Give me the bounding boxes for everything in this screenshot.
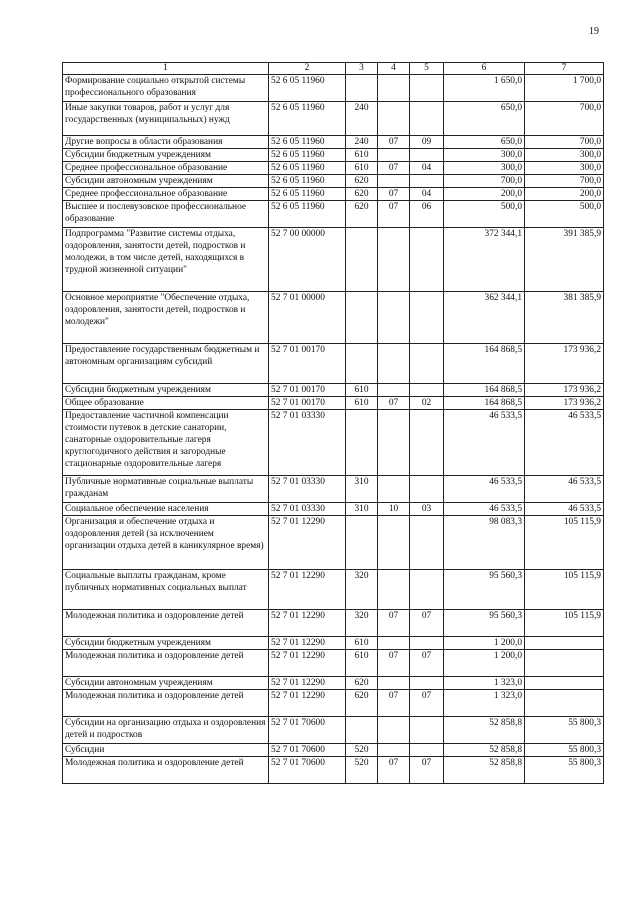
- table-row: [63, 503, 604, 516]
- amount-year1-cell: 164 868,5: [444, 397, 525, 410]
- target-code-cell: 52 6 05 11960: [269, 201, 346, 228]
- expense-type-cell: 620: [346, 175, 378, 188]
- amount-year2-cell: 391 385,9: [525, 228, 604, 292]
- table-row: [63, 149, 604, 162]
- row-name-cell: Иные закупки товаров, работ и услуг для государственных (муниципальных) нужд: [63, 102, 269, 136]
- amount-year2-cell: [525, 677, 604, 690]
- amount-year1-cell: 200,0: [444, 188, 525, 201]
- amount-year1-cell: 650,0: [444, 102, 525, 136]
- section-cell: [378, 75, 410, 102]
- table-row: [63, 677, 604, 690]
- table-row: [63, 292, 604, 344]
- expense-type-cell: 240: [346, 102, 378, 136]
- table-row: [63, 610, 604, 637]
- amount-year1-cell: 650,0: [444, 136, 525, 149]
- table-body: [63, 75, 604, 784]
- amount-year1-cell: 98 083,3: [444, 516, 525, 570]
- target-code-cell: 52 7 01 03330: [269, 503, 346, 516]
- target-code-cell: 52 7 01 00170: [269, 344, 346, 384]
- target-code-cell: 52 6 05 11960: [269, 175, 346, 188]
- subsection-cell: [410, 344, 444, 384]
- column-number-row: [63, 63, 604, 75]
- amount-year2-cell: 105 115,9: [525, 516, 604, 570]
- target-code-cell: 52 7 01 12290: [269, 690, 346, 717]
- expense-type-cell: [346, 75, 378, 102]
- table-row: [63, 690, 604, 717]
- section-cell: 07: [378, 610, 410, 637]
- target-code-cell: 52 7 01 12290: [269, 637, 346, 650]
- row-name-cell: Молодежная политика и оздоровление детей: [63, 757, 269, 784]
- expense-type-cell: 620: [346, 188, 378, 201]
- subsection-cell: [410, 228, 444, 292]
- expense-type-cell: [346, 717, 378, 744]
- amount-year2-cell: [525, 637, 604, 650]
- amount-year2-cell: 173 936,2: [525, 344, 604, 384]
- row-name-cell: Организация и обеспечение отдыха и оздоровления детей (за исключением организации отдыха детей в каникулярное время): [63, 516, 269, 570]
- subsection-cell: [410, 717, 444, 744]
- table-row: [63, 102, 604, 136]
- amount-year2-cell: 55 800,3: [525, 717, 604, 744]
- row-name-cell: Субсидии автономным учреждениям: [63, 677, 269, 690]
- subsection-cell: [410, 637, 444, 650]
- amount-year2-cell: 173 936,2: [525, 397, 604, 410]
- amount-year1-cell: 164 868,5: [444, 384, 525, 397]
- subsection-cell: 02: [410, 397, 444, 410]
- expense-type-cell: [346, 228, 378, 292]
- amount-year1-cell: 164 868,5: [444, 344, 525, 384]
- section-cell: 07: [378, 650, 410, 677]
- row-name-cell: Субсидии бюджетным учреждениям: [63, 637, 269, 650]
- target-code-cell: 52 7 01 12290: [269, 650, 346, 677]
- amount-year2-cell: 300,0: [525, 162, 604, 175]
- target-code-cell: 52 7 01 03330: [269, 476, 346, 503]
- expense-type-cell: [346, 292, 378, 344]
- expense-type-cell: 610: [346, 637, 378, 650]
- table-row: [63, 162, 604, 175]
- expense-type-cell: 240: [346, 136, 378, 149]
- row-name-cell: Субсидии автономным учреждениям: [63, 175, 269, 188]
- expense-type-cell: 310: [346, 476, 378, 503]
- expense-type-cell: 620: [346, 690, 378, 717]
- expense-type-cell: 310: [346, 503, 378, 516]
- row-name-cell: Предоставление частичной компенсации стоимости путевок в детские санатории, санаторные оздоровительные лагеря круглогодичного действия и загородные стационарные оздоровительные лагеря: [63, 410, 269, 476]
- subsection-cell: 06: [410, 201, 444, 228]
- amount-year2-cell: 700,0: [525, 175, 604, 188]
- section-cell: 07: [378, 136, 410, 149]
- section-cell: 07: [378, 162, 410, 175]
- table-row: [63, 136, 604, 149]
- subsection-cell: [410, 410, 444, 476]
- table-row: [63, 188, 604, 201]
- subsection-cell: [410, 677, 444, 690]
- amount-year2-cell: 700,0: [525, 102, 604, 136]
- expense-type-cell: 610: [346, 384, 378, 397]
- amount-year2-cell: 46 533,5: [525, 503, 604, 516]
- table-row: [63, 397, 604, 410]
- target-code-cell: 52 6 05 11960: [269, 162, 346, 175]
- amount-year2-cell: 200,0: [525, 188, 604, 201]
- table-row: [63, 516, 604, 570]
- subsection-cell: [410, 384, 444, 397]
- section-cell: 07: [378, 397, 410, 410]
- subsection-cell: 07: [410, 757, 444, 784]
- column-number: 3: [346, 63, 378, 75]
- expense-type-cell: 520: [346, 757, 378, 784]
- amount-year1-cell: 46 533,5: [444, 503, 525, 516]
- section-cell: [378, 292, 410, 344]
- row-name-cell: Субсидии: [63, 744, 269, 757]
- amount-year1-cell: 372 344,1: [444, 228, 525, 292]
- table-row: [63, 650, 604, 677]
- column-number: 7: [525, 63, 604, 75]
- expense-type-cell: 620: [346, 677, 378, 690]
- amount-year2-cell: 105 115,9: [525, 570, 604, 610]
- subsection-cell: 04: [410, 162, 444, 175]
- target-code-cell: 52 6 05 11960: [269, 75, 346, 102]
- amount-year2-cell: 46 533,5: [525, 476, 604, 503]
- section-cell: [378, 410, 410, 476]
- table-row: [63, 175, 604, 188]
- amount-year1-cell: 300,0: [444, 162, 525, 175]
- amount-year1-cell: 300,0: [444, 149, 525, 162]
- section-cell: 07: [378, 690, 410, 717]
- table-row: [63, 344, 604, 384]
- section-cell: [378, 228, 410, 292]
- column-number: 2: [269, 63, 346, 75]
- row-name-cell: Молодежная политика и оздоровление детей: [63, 650, 269, 677]
- amount-year1-cell: 1 650,0: [444, 75, 525, 102]
- expense-type-cell: [346, 516, 378, 570]
- budget-table: [62, 62, 604, 784]
- target-code-cell: 52 6 05 11960: [269, 102, 346, 136]
- section-cell: [378, 637, 410, 650]
- subsection-cell: [410, 149, 444, 162]
- row-name-cell: Предоставление государственным бюджетным и автономным организациям субсидий: [63, 344, 269, 384]
- subsection-cell: [410, 570, 444, 610]
- amount-year2-cell: 300,0: [525, 149, 604, 162]
- target-code-cell: 52 7 01 70600: [269, 717, 346, 744]
- amount-year2-cell: 1 700,0: [525, 75, 604, 102]
- amount-year1-cell: 1 323,0: [444, 690, 525, 717]
- table-row: [63, 228, 604, 292]
- section-cell: [378, 717, 410, 744]
- expense-type-cell: 610: [346, 149, 378, 162]
- section-cell: [378, 677, 410, 690]
- target-code-cell: 52 7 01 70600: [269, 744, 346, 757]
- expense-type-cell: 610: [346, 397, 378, 410]
- subsection-cell: [410, 292, 444, 344]
- section-cell: [378, 344, 410, 384]
- row-name-cell: Высшее и послевузовское профессиональное образование: [63, 201, 269, 228]
- target-code-cell: 52 7 01 12290: [269, 610, 346, 637]
- section-cell: 07: [378, 757, 410, 784]
- row-name-cell: Субсидии бюджетным учреждениям: [63, 384, 269, 397]
- target-code-cell: 52 7 01 00170: [269, 397, 346, 410]
- amount-year2-cell: 55 800,3: [525, 757, 604, 784]
- amount-year2-cell: [525, 690, 604, 717]
- page-number: 19: [589, 26, 599, 37]
- table-row: [63, 410, 604, 476]
- expense-type-cell: [346, 344, 378, 384]
- expense-type-cell: 610: [346, 162, 378, 175]
- table-row: [63, 384, 604, 397]
- section-cell: [378, 516, 410, 570]
- amount-year1-cell: 362 344,1: [444, 292, 525, 344]
- amount-year1-cell: 95 560,3: [444, 610, 525, 637]
- subsection-cell: [410, 744, 444, 757]
- amount-year2-cell: 173 936,2: [525, 384, 604, 397]
- table-row: [63, 75, 604, 102]
- subsection-cell: [410, 516, 444, 570]
- target-code-cell: 52 7 01 70600: [269, 757, 346, 784]
- section-cell: [378, 476, 410, 503]
- amount-year2-cell: 46 533,5: [525, 410, 604, 476]
- subsection-cell: 07: [410, 610, 444, 637]
- subsection-cell: 07: [410, 690, 444, 717]
- table-row: [63, 717, 604, 744]
- row-name-cell: Общее образование: [63, 397, 269, 410]
- column-number: 1: [63, 63, 269, 75]
- table-row: [63, 637, 604, 650]
- target-code-cell: 52 7 01 00000: [269, 292, 346, 344]
- target-code-cell: 52 7 01 03330: [269, 410, 346, 476]
- expense-type-cell: [346, 410, 378, 476]
- section-cell: 07: [378, 188, 410, 201]
- amount-year2-cell: 700,0: [525, 136, 604, 149]
- row-name-cell: Формирование социально открытой системы профессионального образования: [63, 75, 269, 102]
- amount-year1-cell: 46 533,5: [444, 476, 525, 503]
- row-name-cell: Социальные выплаты гражданам, кроме публичных нормативных социальных выплат: [63, 570, 269, 610]
- amount-year1-cell: 46 533,5: [444, 410, 525, 476]
- subsection-cell: [410, 102, 444, 136]
- section-cell: [378, 149, 410, 162]
- amount-year1-cell: 52 858,8: [444, 717, 525, 744]
- target-code-cell: 52 6 05 11960: [269, 149, 346, 162]
- target-code-cell: 52 7 01 12290: [269, 677, 346, 690]
- section-cell: [378, 744, 410, 757]
- subsection-cell: 09: [410, 136, 444, 149]
- column-number: 4: [378, 63, 410, 75]
- subsection-cell: 03: [410, 503, 444, 516]
- amount-year1-cell: 52 858,8: [444, 744, 525, 757]
- column-number: 6: [444, 63, 525, 75]
- amount-year1-cell: 52 858,8: [444, 757, 525, 784]
- table-row: [63, 757, 604, 784]
- expense-type-cell: 620: [346, 201, 378, 228]
- row-name-cell: Молодежная политика и оздоровление детей: [63, 610, 269, 637]
- row-name-cell: Субсидии бюджетным учреждениям: [63, 149, 269, 162]
- target-code-cell: 52 7 01 12290: [269, 516, 346, 570]
- expense-type-cell: 610: [346, 650, 378, 677]
- expense-type-cell: 520: [346, 744, 378, 757]
- subsection-cell: [410, 175, 444, 188]
- amount-year1-cell: 1 200,0: [444, 650, 525, 677]
- row-name-cell: Среднее профессиональное образование: [63, 162, 269, 175]
- row-name-cell: Социальное обеспечение населения: [63, 503, 269, 516]
- subsection-cell: 04: [410, 188, 444, 201]
- target-code-cell: 52 7 00 00000: [269, 228, 346, 292]
- row-name-cell: Молодежная политика и оздоровление детей: [63, 690, 269, 717]
- amount-year1-cell: 700,0: [444, 175, 525, 188]
- section-cell: 10: [378, 503, 410, 516]
- section-cell: [378, 102, 410, 136]
- section-cell: 07: [378, 201, 410, 228]
- row-name-cell: Публичные нормативные социальные выплаты гражданам: [63, 476, 269, 503]
- row-name-cell: Другие вопросы в области образования: [63, 136, 269, 149]
- subsection-cell: [410, 476, 444, 503]
- section-cell: [378, 175, 410, 188]
- row-name-cell: Субсидии на организацию отдыха и оздоровления детей и подростков: [63, 717, 269, 744]
- amount-year2-cell: 500,0: [525, 201, 604, 228]
- amount-year2-cell: 381 385,9: [525, 292, 604, 344]
- section-cell: [378, 384, 410, 397]
- amount-year2-cell: [525, 650, 604, 677]
- row-name-cell: Среднее профессиональное образование: [63, 188, 269, 201]
- subsection-cell: [410, 75, 444, 102]
- target-code-cell: 52 6 05 11960: [269, 188, 346, 201]
- table-row: [63, 570, 604, 610]
- row-name-cell: Подпрограмма "Развитие системы отдыха, оздоровления, занятости детей, подростков и молодежи, в том числе детей, находящихся в трудной жизненной ситуации": [63, 228, 269, 292]
- target-code-cell: 52 7 01 00170: [269, 384, 346, 397]
- amount-year2-cell: 55 800,3: [525, 744, 604, 757]
- expense-type-cell: 320: [346, 610, 378, 637]
- target-code-cell: 52 6 05 11960: [269, 136, 346, 149]
- subsection-cell: 07: [410, 650, 444, 677]
- column-number: 5: [410, 63, 444, 75]
- table-row: [63, 476, 604, 503]
- amount-year1-cell: 500,0: [444, 201, 525, 228]
- amount-year1-cell: 95 560,3: [444, 570, 525, 610]
- amount-year1-cell: 1 200,0: [444, 637, 525, 650]
- row-name-cell: Основное мероприятие "Обеспечение отдыха, оздоровления, занятости детей, подростков и молодежи": [63, 292, 269, 344]
- amount-year1-cell: 1 323,0: [444, 677, 525, 690]
- table-row: [63, 744, 604, 757]
- target-code-cell: 52 7 01 12290: [269, 570, 346, 610]
- table-row: [63, 201, 604, 228]
- section-cell: [378, 570, 410, 610]
- amount-year2-cell: 105 115,9: [525, 610, 604, 637]
- expense-type-cell: 320: [346, 570, 378, 610]
